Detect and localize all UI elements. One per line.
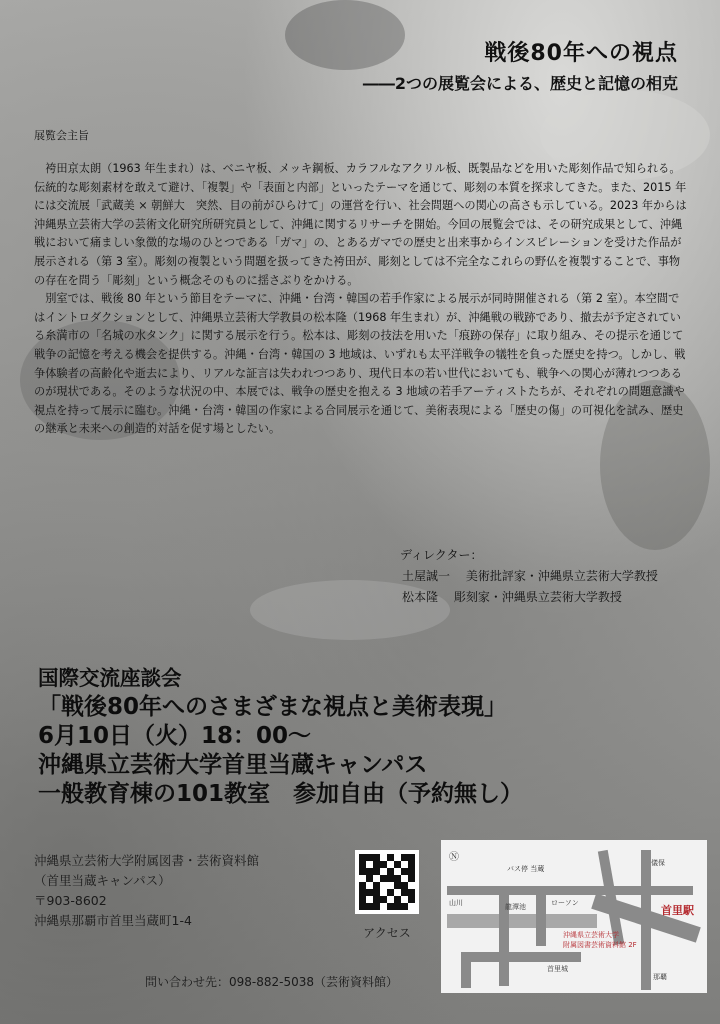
map-naha: 那覇 <box>653 973 667 981</box>
directors <box>400 545 658 608</box>
main-title: 戦後80年への視点 <box>484 41 678 66</box>
map-road <box>447 914 597 928</box>
event-title: 国際交流座談会 <box>38 666 182 690</box>
map-bus-stop: バス停 当蔵 <box>507 865 545 873</box>
director-name: 土屋誠一 <box>402 569 451 583</box>
qr-code[interactable] <box>355 850 419 914</box>
map-destination: 沖縄県立芸術大学 <box>563 931 619 939</box>
north-icon: Ⓝ <box>449 852 459 863</box>
venue-campus: （首里当蔵キャンパス） <box>34 873 171 888</box>
subtitle: ――2つの展覧会による、歴史と記憶の相克 <box>362 74 678 93</box>
directors-label: ディレクター： <box>400 548 483 562</box>
map-road <box>536 886 546 946</box>
map-destination-detail: 附属図書芸術資料館 2F <box>563 941 637 949</box>
map-road <box>447 886 693 895</box>
map-road <box>461 952 581 962</box>
event-theme: 「戦後80年へのさまざまな視点と美術表現」 <box>38 694 508 720</box>
director-row <box>400 587 658 608</box>
event-room: 一般教育棟の101教室 参加自由（予約無し） <box>38 781 524 807</box>
event-block <box>38 664 638 809</box>
director-row <box>400 566 658 587</box>
map-road <box>461 952 471 988</box>
body-text <box>34 160 690 439</box>
paragraph: 別室では、戦後 80 年という節目をテーマに、沖縄・台湾・韓国の若手作家による展示が同時開催される（第 2 室）。本空間ではイントロダクションとして、沖縄県立芸術大学教員の松本隆（1968 年生まれ）が、沖縄戦の戦跡であり、撤去が予定されている糸満市の「名城の水タンク」に関する展示を行う。松本は、彫刻の技法を用いた「痕跡の保存」に取り組み、その提示を通じて戦争の記憶を考える機会を提供する。沖縄・台湾・韓国の 3 地域は、いずれも太平洋戦争の犠牲を負った歴史を持つ。しかし、戦争体験者の高齢化や逝去により、リアルな証言は失われつつあり、現代日本の若い世代においても、戦争への関心が薄れつつあるのが現状である。そのような状況の中、本展では、戦争の歴史を抱える 3 地域の若手アーティストたちが、それぞれの問題意識や視点を持って展示に臨む。沖縄・台湾・韓国の作家による合同展示を通じて、美術表現による「歴史の傷」の可視化を試み、歴史の継承と未来への創造的対話を促す場としたい。 <box>34 292 686 436</box>
map-road <box>641 850 651 990</box>
map-gibo: 儀保 <box>651 859 665 867</box>
intent-heading: 展覧会主旨 <box>34 129 89 142</box>
inquiry: 問い合わせ先：098-882-5038（芸術資料館） <box>145 975 399 989</box>
event-datetime: 6月10日（火）18：00～ <box>38 723 312 749</box>
access-label: アクセス <box>363 926 411 940</box>
venue-info <box>34 851 259 931</box>
map-road <box>499 886 509 986</box>
director-role: 彫刻家・沖縄県立芸術大学教授 <box>453 590 622 604</box>
qr-block[interactable] <box>355 850 419 941</box>
map-castle: 首里城 <box>547 965 568 973</box>
event-venue: 沖縄県立芸術大学首里当蔵キャンパス <box>38 752 428 778</box>
director-role: 美術批評家・沖縄県立芸術大学教授 <box>465 569 658 583</box>
venue-postal: 〒903-8602 <box>34 893 107 908</box>
map-pond: 龍潭池 <box>505 903 526 911</box>
venue-address: 沖縄県那覇市首里当蔵町1-4 <box>34 913 192 928</box>
venue-name: 沖縄県立芸術大学附属図書・芸術資料館 <box>34 853 260 868</box>
director-name: 松本隆 <box>402 590 439 604</box>
map-lawson: ローソン <box>551 899 579 907</box>
title-block <box>363 36 678 94</box>
access-map <box>441 840 707 993</box>
paragraph: 袴田京太朗（1963 年生まれ）は、ベニヤ板、メッキ鋼板、カラフルなアクリル板、既製品などを用いた彫刻作品で知られる。伝統的な彫刻素材を敢えて避け、「複製」や「表面と内部」といったテーマを通じて、彫刻の本質を探求してきた。また、2015 年には交流展「武蔵美 × 朝鮮大 突然、目の前がひらけて」の運営を行い、社会問題への関心の高さも示している。2023 年からは沖縄県立芸術大学の芸術文化研究所研究員として、沖縄に関するリサーチを開始。今回の展覧会では、その研究成果として、沖縄戦において痛ましい象徴的な場のひとつである「ガマ」の、とあるガマでの歴史と出来事からインスピレーションを受けた作品が展示される（第 3 室）。彫刻の複製という問題を扱ってきた袴田が、彫刻としては不完全なこれらの野仏を複製することで、事物の存在を問う「彫刻」という概念そのものに揺さぶりをかける。 <box>34 162 687 287</box>
map-yamagawa: 山川 <box>449 899 463 907</box>
map-station: 首里駅 <box>661 904 694 917</box>
